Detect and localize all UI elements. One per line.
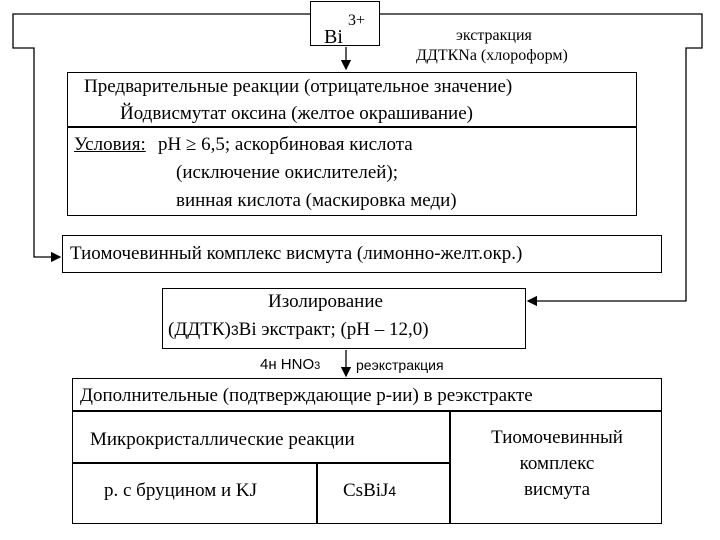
hno3-label: 4н HNO [260, 356, 315, 373]
isolation-extract-line [168, 320, 429, 339]
extraction-label: экстракция [456, 27, 532, 44]
isolation-subscript: 3 [230, 322, 239, 338]
csbij-prefix: CsBiJ [343, 480, 389, 501]
preliminary-inner-divider [67, 126, 637, 128]
oxine-iodobismuthate-line: Йодвисмутат оксина (желтое окрашивание) [120, 103, 473, 124]
additional-title-divider [72, 410, 662, 412]
conditions-line-3: винная кислота (маскировка меди) [176, 190, 457, 211]
hno3-subscript: 3 [314, 360, 321, 372]
conditions-line-2: (исключение окислителей); [176, 162, 399, 183]
microcrystalline-reactions-label: Микрокристаллические реакции [90, 429, 355, 450]
bi-ion-box [310, 1, 380, 46]
brucine-reaction-label: р. с бруцином и KJ [104, 480, 258, 501]
isolation-extract-suffix: Bi экстракт; (pH – 12,0) [238, 319, 429, 340]
reextraction-label: реэкстракция [356, 357, 444, 373]
thiourea-confirm-cell [452, 425, 662, 503]
micro-right-divider [449, 410, 451, 524]
thiourea-complex-label: Тиомочевинный комплекс висмута (лимонно-желт.окр.) [70, 243, 523, 264]
conditions-line-1: pH ≥ 6,5; аскорбиновая кислота [158, 134, 413, 155]
micro-middle-divider [316, 462, 318, 524]
thiourea-confirm-line-3: висмута [523, 479, 591, 500]
bi-element-label: Bi [324, 26, 343, 48]
isolation-title: Изолирование [268, 291, 383, 312]
reextraction-reagent [260, 357, 320, 372]
preliminary-reactions-title: Предварительные реакции (отрицательное значение) [84, 76, 513, 97]
isolation-ddtk-prefix: (ДДТК) [168, 319, 231, 340]
csbij4-label [343, 481, 396, 500]
thiourea-confirm-line-2: комплекс [519, 453, 595, 474]
bi-charge-label: 3+ [348, 12, 366, 29]
micro-horizontal-divider [72, 462, 450, 464]
csbij-subscript: 4 [388, 483, 397, 499]
thiourea-confirm-line-1: Тиомочевинный [491, 427, 623, 448]
extraction-reagent-label: ДДТКNa (хлороформ) [416, 47, 568, 64]
conditions-label: Условия: [74, 134, 146, 155]
additional-reactions-title: Дополнительные (подтверждающие р-ии) в реэкстракте [80, 385, 533, 406]
